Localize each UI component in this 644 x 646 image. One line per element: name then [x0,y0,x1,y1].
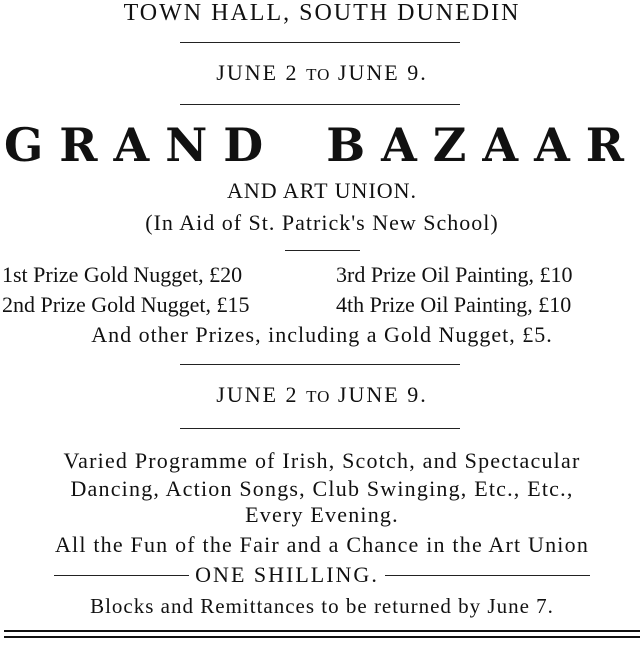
date-to: TO [306,387,331,406]
date-to: TO [306,65,331,84]
prize-2: 2nd Prize Gold Nugget, £15 [2,292,250,317]
programme-line: Varied Programme of Irish, Scotch, and Spectacular [63,448,581,473]
divider [180,42,460,43]
programme-line: Dancing, Action Songs, Club Swinging, Etc., Etc., [70,476,574,501]
date-end: JUNE 9. [337,382,428,407]
date-start: JUNE 2 [216,382,299,407]
admission-rule-left [54,575,189,576]
admission-price: ONE SHILLING. [195,562,379,587]
prize-3: 3rd Prize Oil Painting, £10 [336,262,573,287]
double-rule-bottom [4,636,640,638]
double-rule-top [4,630,640,632]
footer-note: Blocks and Remittances to be returned by June 7. [90,594,554,618]
event-title [4,118,640,172]
event-dates-top [0,60,644,86]
date-start: JUNE 2 [216,60,299,85]
divider [180,104,460,105]
divider [180,364,460,365]
prize-1: 1st Prize Gold Nugget, £20 [2,262,243,287]
event-dates-bottom [0,382,644,408]
title-word-bazaar: BAZAAR [326,118,640,172]
date-end: JUNE 9. [337,60,428,85]
subtitle: AND ART UNION. [226,178,418,203]
admission-rule-right [385,575,590,576]
other-prizes: And other Prizes, including a Gold Nugget, £5. [91,322,553,347]
admission-line [0,562,644,588]
prize-4: 4th Prize Oil Painting, £10 [336,292,572,317]
title-word-grand: GRAND [4,118,280,172]
short-divider [285,250,360,251]
venue-heading: TOWN HALL, SOUTH DUNEDIN [123,0,521,26]
aid-note: (In Aid of St. Patrick's New School) [145,210,499,235]
programme-line: All the Fun of the Fair and a Chance in the Art Union [54,532,590,557]
divider [180,428,460,429]
programme-line: Every Evening. [245,502,399,527]
